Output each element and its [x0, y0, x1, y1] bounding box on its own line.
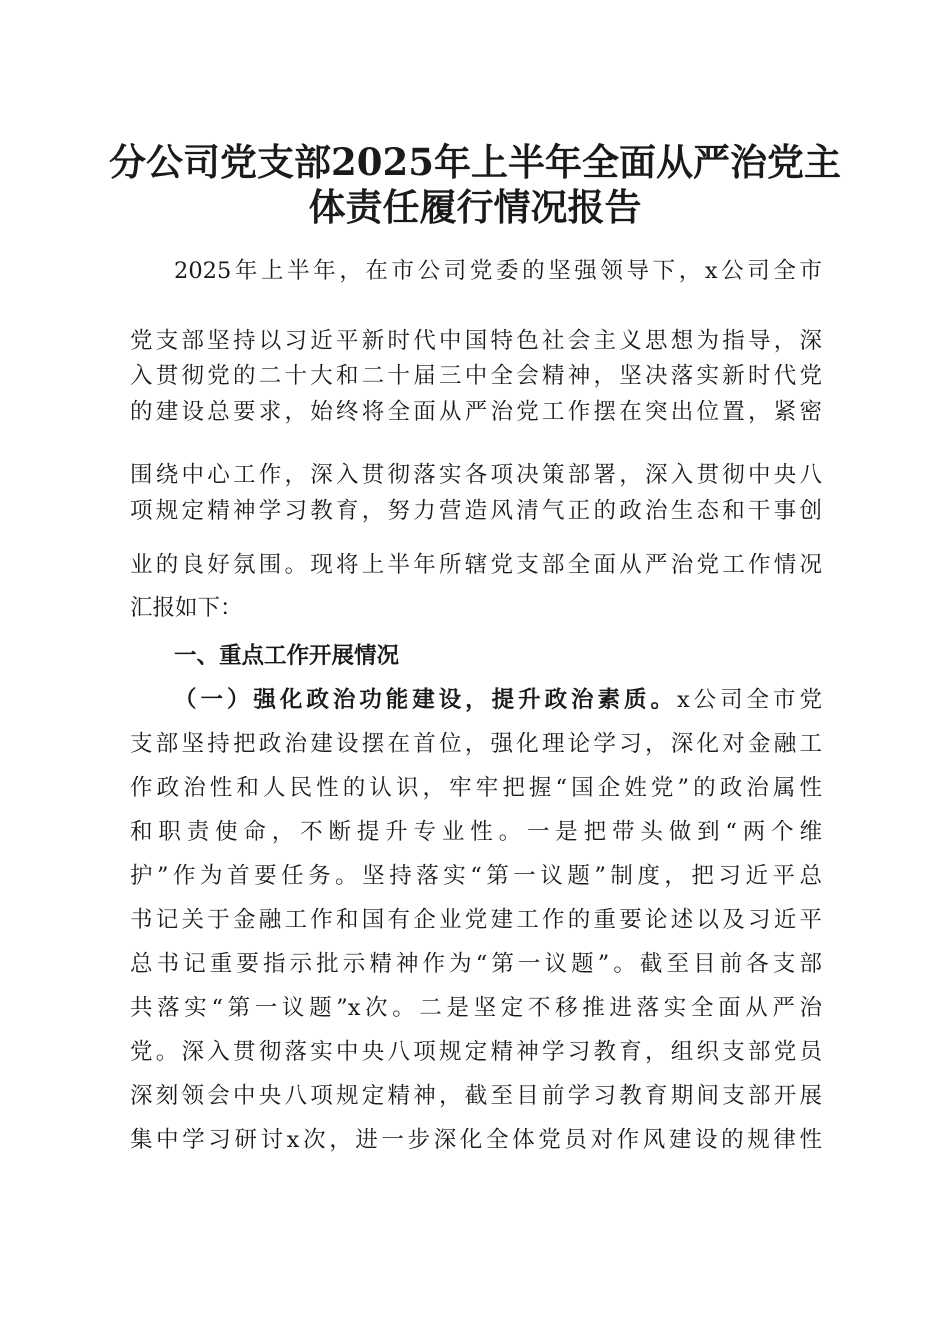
intro-paragraph-line: 项规定精神学习教育，努力营造风清气正的政治生态和干事创	[130, 498, 822, 524]
intro-paragraph-line: 党支部坚持以习近平新时代中国特色社会主义思想为指导，深	[130, 328, 822, 354]
intro-paragraph-line: 业的良好氛围。现将上半年所辖党支部全面从严治党工作情况	[130, 552, 822, 578]
intro-paragraph-line: 围绕中心工作，深入贯彻落实各项决策部署，深入贯彻中央八	[130, 462, 822, 488]
subsection-1-first-line	[174, 685, 822, 715]
subsection-1-line: 和职责使命，不断提升专业性。一是把带头做到“两个维	[130, 819, 822, 845]
subsection-1-title: （一）强化政治功能建设，提升政治素质。	[174, 687, 677, 713]
subsection-1-line: 共落实“第一议题”x次。二是坚定不移推进落实全面从严治	[130, 995, 822, 1021]
intro-paragraph-line: 入贯彻党的二十大和二十届三中全会精神，坚决落实新时代党	[130, 363, 822, 389]
document-title-line-1: 分公司党支部2025年上半年全面从严治党主	[109, 140, 841, 184]
document-title-line-2: 体责任履行情况报告	[308, 185, 642, 229]
subsection-1-line: 总书记重要指示批示精神作为“第一议题”。截至目前各支部	[130, 951, 822, 977]
subsection-1-first-line-text: x公司全市党	[676, 687, 822, 713]
subsection-1-line: 深刻领会中央八项规定精神，截至目前学习教育期间支部开展	[130, 1083, 822, 1109]
subsection-1-line: 支部坚持把政治建设摆在首位，强化理论学习，深化对金融工	[130, 731, 822, 757]
intro-paragraph-line: 汇报如下：	[130, 595, 243, 621]
subsection-1-line: 党。深入贯彻落实中央八项规定精神学习教育，组织支部党员	[130, 1039, 822, 1065]
section-1-heading: 一、重点工作开展情况	[174, 643, 400, 669]
intro-paragraph-line: 的建设总要求，始终将全面从严治党工作摆在突出位置，紧密	[130, 399, 822, 425]
subsection-1-line: 书记关于金融工作和国有企业党建工作的重要论述以及习近平	[130, 907, 822, 933]
subsection-1-line: 护”作为首要任务。坚持落实“第一议题”制度，把习近平总	[130, 863, 822, 889]
intro-paragraph-line: 2025年上半年，在市公司党委的坚强领导下，x公司全市	[174, 258, 822, 284]
subsection-1-line: 集中学习研讨x次，进一步深化全体党员对作风建设的规律性	[130, 1127, 822, 1153]
subsection-1-line: 作政治性和人民性的认识，牢牢把握“国企姓党”的政治属性	[130, 775, 822, 801]
